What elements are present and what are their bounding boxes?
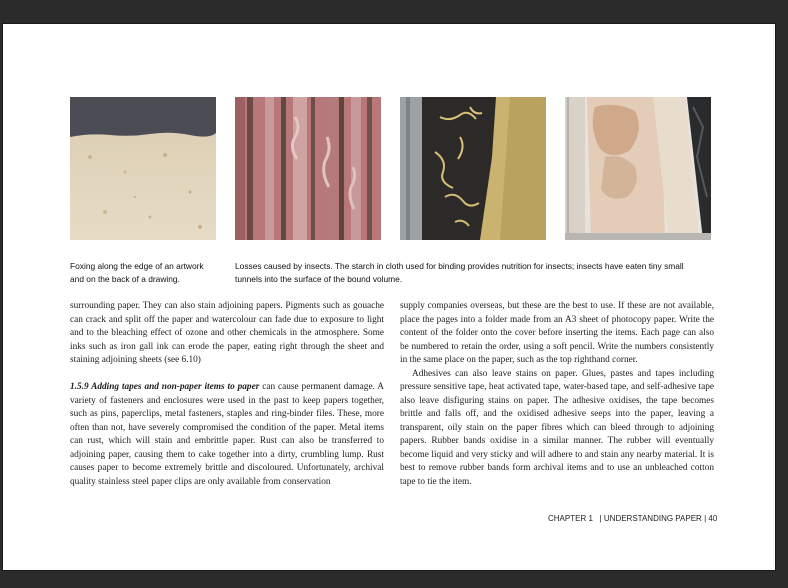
section-paragraph: [70, 381, 384, 489]
paragraph: surrounding paper. They can also stain adjoining papers. Pigments such as gouache can crack and split off the paper and watercolour can fade due to exposure to light and to the bleaching effect of ozone and other chemicals in the atmosphere. Some inks such as iron gall ink can erode the paper, eating right through the sheet and staining adjoining sheets (see 6.10): [70, 301, 384, 365]
caption-foxing: Foxing along the edge of an artwork and on the back of a drawing.: [70, 261, 204, 284]
paragraph: supply companies overseas, but these are the best to use. If these are not available, place the pages into a folder made from an A3 sheet of photocopy paper. Write the content of the folder onto the cover before inserting the items. Each page can also be numbered to retain the order, using a soft pencil. Write the numbers consistently in the same place on the paper, such as the top righthand corner.: [400, 301, 714, 365]
scrollbar[interactable]: [778, 24, 788, 570]
section-number: 1.5.9: [70, 382, 89, 392]
photo-damaged-volume: [565, 97, 711, 240]
paragraph: Adhesives can also leave stains on paper. Glues, pastes and tapes including pressure sensitive tape, heat activated tape, water-based tape, and self-adhesive tape also leave disfiguring stains on paper. The adhesive oxidises, the tape becomes brittle and falls off, and the oxidised adhesive seeps into the paper, leaving a transparent, oily stain on the paper fibres which can bleed through to adjoining papers. Rubber bands oxidise in a similar manner. The rubber will eventually become liquid and very sticky and will adhere to and stain any nearby material. It is best to remove rubber bands form archival items and to use an unbleached cotton tape to tie the item.: [400, 368, 714, 487]
document-page: [3, 24, 775, 570]
footer-page-number: 40: [708, 514, 718, 523]
paragraph-text: can cause permanent damage. A variety of fasteners and enclosures were used in the past to keep papers together, such as pins, paperclips, metal fasteners, staples and ring-binder files. These, more often than not, have severely compromised the condition of the paper. Metal items can rust, which will stain and embrittle paper. Rust can also be transferred to adjoining paper, causing them to cake together into a dirty, crumbling lump. Rust causes paper to become extremely brittle and discoloured. Unfortunately, archival quality stainless steel paper clips are only available from conservation: [70, 382, 384, 487]
left-column: [70, 300, 384, 489]
section-heading: [70, 382, 259, 392]
footer-chapter: CHAPTER 1: [548, 514, 593, 523]
footer-section: UNDERSTANDING PAPER: [603, 514, 702, 523]
photo-insect-losses-cloth: [235, 97, 381, 240]
footer-separator: |: [599, 514, 602, 523]
footer-separator: |: [704, 514, 707, 523]
caption-insect-losses: Losses caused by insects. The starch in cloth used for binding provides nutrition for insects; insects have eaten tiny small tunnels into the surface of the bound volume.: [235, 261, 684, 284]
page-footer: [548, 514, 718, 523]
photo-insect-tunnels-volume: [400, 97, 546, 240]
section-title: Adding tapes and non-paper items to paper: [91, 382, 260, 392]
photo-foxing-artwork: [70, 97, 216, 240]
right-column: [400, 300, 714, 489]
